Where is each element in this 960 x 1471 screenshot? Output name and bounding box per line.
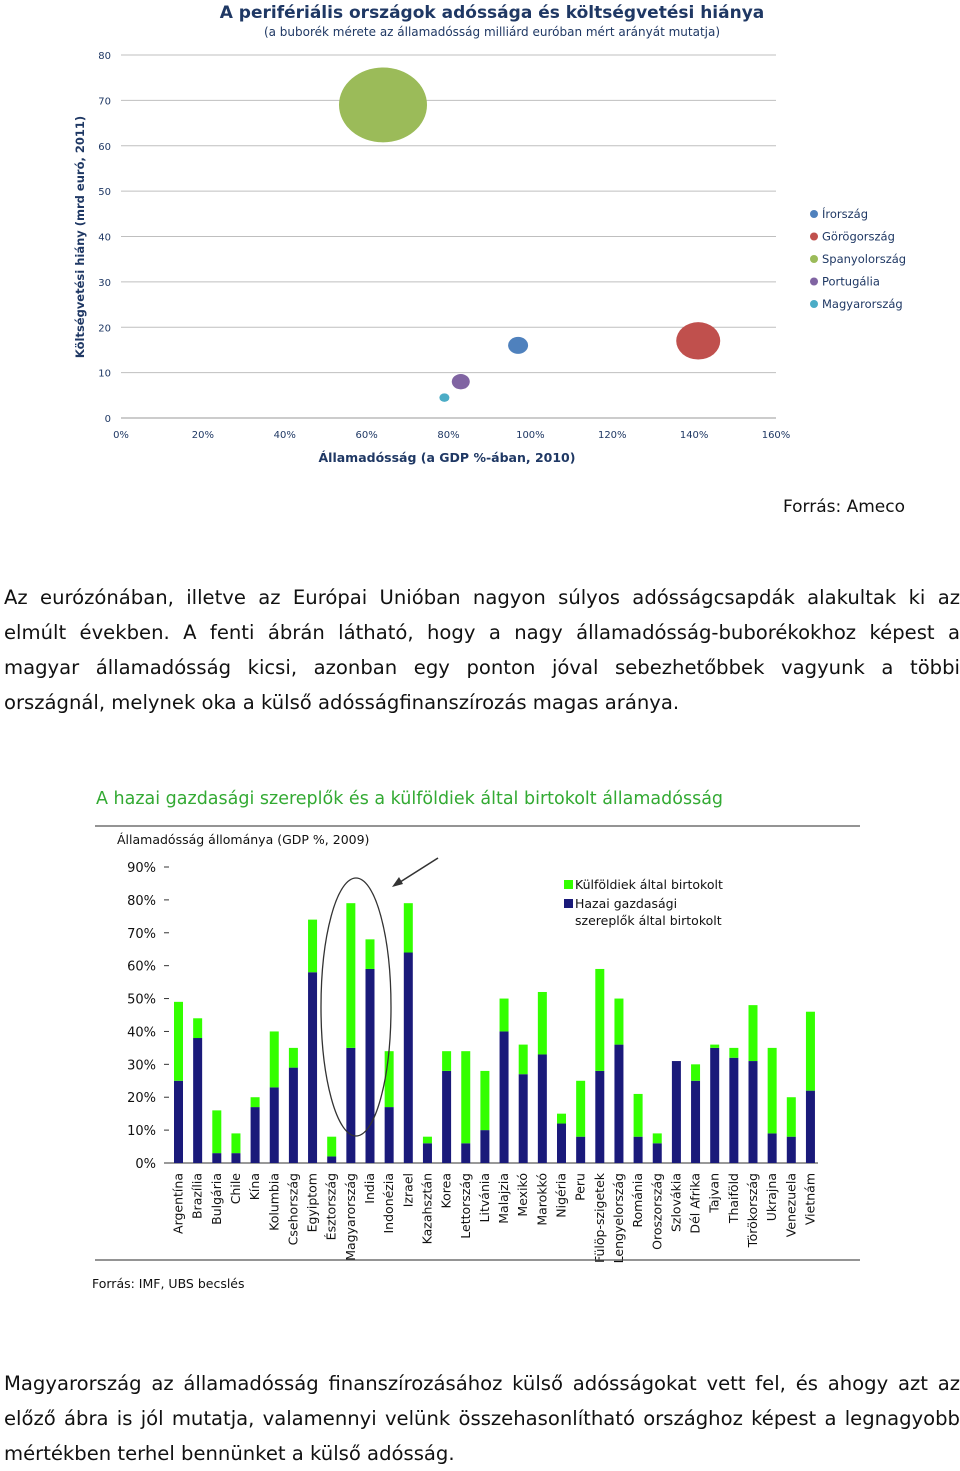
bar-segment-foreign [212, 1110, 221, 1153]
bar-segment-foreign [576, 1081, 585, 1137]
bar-x-tick: Lengyelország [610, 1173, 626, 1264]
bubble-chart-subtitle: (a buborék mérete az államadósság milliárd euróban mért arányát mutatja) [263, 25, 721, 39]
bar-chart-title: A hazai gazdasági szereplők és a külföldiek által birtokolt államadósság [96, 789, 724, 809]
bar-segment-domestic [366, 969, 375, 1163]
bubble-legend-marker [810, 233, 818, 241]
bar-legend-swatch-domestic [564, 899, 573, 908]
bar-segment-domestic [691, 1081, 700, 1163]
bar-segment-domestic [174, 1081, 183, 1163]
bar-segment-domestic [653, 1143, 662, 1163]
bubble-legend-marker [810, 278, 818, 286]
bar-segment-domestic [404, 953, 413, 1163]
bar-x-tick: Nigéria [553, 1173, 569, 1218]
highlight-ellipse [321, 878, 391, 1136]
bar-segment-foreign [231, 1133, 240, 1153]
bar-segment-foreign [634, 1094, 643, 1137]
bar-segment-domestic [749, 1061, 758, 1163]
bar-segment-domestic [519, 1074, 528, 1163]
bar-segment-foreign [519, 1045, 528, 1075]
bar-x-tick-labels [171, 1172, 818, 1263]
bar-x-tick: Korea [438, 1173, 454, 1209]
bar-segment-foreign [308, 920, 317, 973]
bubble-x-tick: 0% [113, 430, 129, 441]
paragraph-2: Magyarország az államadósság finanszírozásához külső adósságokat vett fel, és ahogy azt az előző ábra is jól mutatja, valamennyi velünk összehasonlítható országhoz képest a legnagyobb mértékben terhel bennünket a külső adósság. [4, 1372, 960, 1465]
bar-segment-domestic [385, 1107, 394, 1163]
bubble-legend-marker [810, 210, 818, 218]
bubble-legend-label: Spanyolország [822, 252, 907, 266]
bubble-x-tick: 160% [761, 430, 791, 441]
bar-segment-domestic [576, 1137, 585, 1163]
bar-x-tick: Észtország [323, 1173, 339, 1241]
bar-x-tick: Mexikó [515, 1173, 531, 1217]
paragraph-1: Az eurózónában, illetve az Európai Unióban nagyon súlyos adósságcsapdák alakultak ki az elmúlt években. A fenti ábrán látható, hogy a nagy államadósság-buborékokhoz képest a magyar államadósság kicsi, azonban egy ponton jóval sebezhetőbbek vagyunk a többi országnál, melynek oka a külső adósságfinanszírozás magas aránya. [4, 586, 960, 714]
bubble-x-tick: 20% [191, 430, 214, 441]
bar-x-tick: Argentína [170, 1173, 186, 1234]
bar-x-tick: Egyiptom [304, 1173, 320, 1233]
bubble-y-tick: 10 [98, 368, 111, 380]
bar-x-tick: Dél Afrika [687, 1173, 703, 1234]
bar-x-tick: Vietnám [802, 1173, 818, 1226]
bar-x-tick: Oroszország [649, 1173, 665, 1250]
bar-legend-label-domestic-cont: szereplők által birtokolt [575, 913, 722, 928]
bar-segment-domestic [442, 1071, 451, 1163]
bar-segment-domestic [212, 1153, 221, 1163]
bar-y-tick: 30% [127, 1058, 156, 1074]
bar-y-tick: 20% [127, 1091, 156, 1107]
bar-x-tick: Indonézia [381, 1173, 397, 1234]
bubble-y-tick: 0 [104, 414, 111, 425]
bar-segment-foreign [691, 1064, 700, 1080]
bar-x-tick: Magyarország [342, 1173, 358, 1261]
bar-segment-foreign [251, 1097, 260, 1107]
bar-x-tick: Fülöp-szigetek [591, 1173, 607, 1263]
bubble-x-tick: 80% [437, 430, 460, 441]
bar-x-tick: Litvánia [476, 1173, 492, 1223]
bar-source-note: Forrás: IMF, UBS becslés [92, 1276, 245, 1291]
bar-segment-foreign [787, 1097, 796, 1136]
bubble-x-tick: 140% [679, 430, 709, 441]
bar-x-tick: Lettország [457, 1173, 473, 1239]
bar-y-tick: 90% [127, 861, 156, 876]
bar-segment-domestic [538, 1054, 547, 1163]
highlight-arrow-head [392, 877, 403, 887]
bubble-point [339, 68, 427, 143]
bar-legend-label-domestic: Hazai gazdasági [575, 896, 678, 911]
bar-segment-domestic [289, 1068, 298, 1163]
bubble-source-note: Forrás: Ameco [782, 497, 905, 517]
bar-segment-domestic [461, 1143, 470, 1163]
bar-y-tick: 10% [127, 1124, 156, 1140]
bar-segment-domestic [672, 1061, 681, 1163]
bar-segment-foreign [595, 969, 604, 1071]
bubble-chart [0, 0, 960, 480]
bubble-y-tick: 20 [98, 323, 111, 335]
bubble-x-tick: 100% [516, 430, 545, 441]
bar-segment-domestic [634, 1137, 643, 1163]
bar-segment-foreign [710, 1045, 719, 1048]
bar-segment-foreign [289, 1048, 298, 1068]
bar-segment-foreign [366, 939, 375, 969]
stacked-bar-chart [0, 770, 960, 1300]
bar-y-tick-labels [127, 861, 169, 1172]
bubble-legend-label: Magyarország [822, 297, 903, 311]
bubble-y-tick: 60 [98, 141, 111, 153]
bubble-x-tick: 60% [355, 430, 378, 441]
bar-x-tick: Venezuela [783, 1173, 799, 1238]
bar-segment-foreign [729, 1048, 738, 1058]
bar-x-tick: Malajzia [496, 1173, 512, 1224]
bar-segment-foreign [193, 1018, 202, 1038]
bar-segment-domestic [595, 1071, 604, 1163]
bar-segment-foreign [346, 903, 355, 1048]
bubble-points [339, 68, 720, 402]
bar-x-tick: Marokkó [534, 1173, 550, 1226]
bar-y-tick: 50% [127, 992, 156, 1008]
bar-segment-foreign [385, 1051, 394, 1107]
bar-segment-foreign [270, 1031, 279, 1087]
bubble-legend-marker [810, 300, 818, 308]
bubble-legend-label: Görögország [822, 229, 895, 244]
bar-x-tick: Izrael [400, 1173, 416, 1208]
bubble-chart-title: A perifériális országok adóssága és költségvetési hiánya [219, 3, 765, 23]
bubble-point [676, 322, 720, 359]
bar-x-tick: Ukrajna [764, 1173, 780, 1222]
bar-segment-domestic [710, 1048, 719, 1163]
bubble-point [452, 374, 470, 389]
bar-legend-swatch-foreign [564, 880, 573, 889]
bar-y-tick: 60% [127, 959, 156, 975]
bar-x-tick: India [362, 1173, 377, 1204]
bar-legend [564, 877, 723, 928]
bubble-y-tick: 40 [98, 232, 111, 244]
bar-segment-domestic [500, 1031, 509, 1163]
bubble-y-tick: 80 [98, 51, 111, 62]
bar-x-tick: Kína [247, 1173, 263, 1201]
bar-segment-domestic [787, 1137, 796, 1163]
bar-x-tick: Szlovákia [668, 1173, 684, 1233]
bar-segment-domestic [231, 1153, 240, 1163]
bar-segment-domestic [308, 972, 317, 1163]
bar-segment-domestic [270, 1087, 279, 1163]
bubble-y-tick: 50 [98, 187, 111, 199]
bar-segment-foreign [461, 1051, 470, 1143]
bubble-x-axis-label: Államadósság (a GDP %-ában, 2010) [318, 450, 576, 465]
bubble-point [508, 337, 528, 354]
bar-segment-foreign [500, 999, 509, 1032]
bubble-y-axis-label: Költségvetési hiány (mrd euró, 2011) [73, 115, 87, 359]
bar-x-tick: Törökország [745, 1173, 760, 1248]
bubble-gridlines [121, 55, 776, 418]
bar-segment-domestic [251, 1107, 260, 1163]
bubble-y-tick: 30 [98, 277, 111, 289]
highlight-arrow [397, 858, 438, 884]
bar-segment-foreign [768, 1048, 777, 1134]
bubble-x-tick-labels [113, 430, 790, 441]
bar-segment-foreign [557, 1114, 566, 1124]
bar-segment-domestic [806, 1091, 815, 1163]
bar-segment-foreign [806, 1012, 815, 1091]
bubble-legend-label: Írország [822, 207, 869, 221]
bar-x-tick: Tajvan [706, 1173, 722, 1213]
bubble-legend-label: Portugália [822, 274, 880, 289]
bar-segment-domestic [327, 1156, 336, 1163]
bar-segment-foreign [480, 1071, 489, 1130]
bar-segment-domestic [768, 1133, 777, 1163]
bar-y-tick: 80% [127, 893, 156, 909]
bar-x-tick: Chile [227, 1173, 243, 1205]
bar-bars [174, 903, 815, 1163]
bar-segment-foreign [614, 999, 623, 1045]
bar-x-tick: Brazília [189, 1173, 205, 1220]
bubble-x-tick: 40% [273, 430, 296, 441]
bar-y-tick: 0% [135, 1157, 156, 1172]
bar-x-tick: Bulgária [208, 1173, 224, 1225]
bubble-x-tick: 120% [597, 430, 627, 441]
bar-segment-foreign [653, 1133, 662, 1143]
bar-segment-foreign [442, 1051, 451, 1071]
bar-x-tick: Kazahsztán [419, 1173, 435, 1245]
bar-legend-label-foreign: Külföldiek által birtokolt [575, 877, 723, 892]
bar-x-tick: Románia [630, 1173, 646, 1228]
bar-x-tick: Thaiföld [725, 1173, 741, 1224]
bar-y-tick: 70% [127, 926, 156, 942]
bubble-legend [810, 206, 906, 311]
bar-y-tick: 40% [127, 1025, 156, 1041]
bar-segment-domestic [423, 1143, 432, 1163]
bubble-y-tick: 70 [98, 96, 111, 108]
bar-segment-foreign [404, 903, 413, 952]
bar-segment-foreign [749, 1005, 758, 1061]
bar-segment-foreign [327, 1137, 336, 1157]
bar-segment-domestic [729, 1058, 738, 1163]
bar-x-tick: Kolumbia [266, 1173, 282, 1231]
bar-segment-domestic [614, 1045, 623, 1163]
bubble-legend-marker [810, 255, 818, 263]
bar-segment-foreign [423, 1137, 432, 1144]
bar-x-tick: Peru [572, 1173, 588, 1201]
bar-segment-domestic [480, 1130, 489, 1163]
bar-y-axis-label: Államadósság állománya (GDP %, 2009) [117, 832, 370, 847]
bubble-y-tick-labels [98, 51, 111, 425]
bar-segment-domestic [557, 1124, 566, 1163]
bar-segment-domestic [346, 1048, 355, 1163]
bar-segment-domestic [193, 1038, 202, 1163]
bar-segment-foreign [538, 992, 547, 1054]
bar-x-tick: Csehország [285, 1173, 301, 1246]
bar-segment-foreign [174, 1002, 183, 1081]
bubble-point [439, 393, 449, 402]
